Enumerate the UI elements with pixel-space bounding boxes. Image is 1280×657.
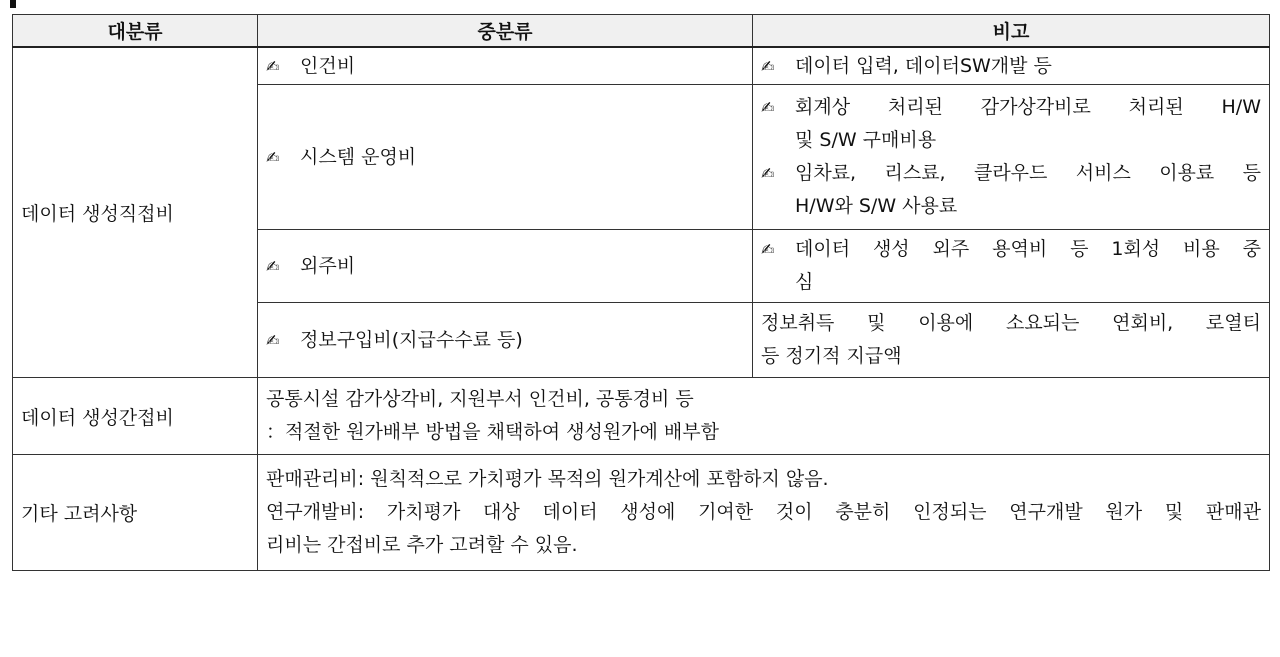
note-labor: ✍ 데이터 입력, 데이터SW개발 등 (753, 47, 1270, 85)
sub-outsource: ✍ 외주비 (258, 230, 753, 303)
hand-icon: ✍ (266, 56, 280, 76)
hand-icon: ✍ (266, 147, 280, 167)
note-purchase: 정보취득 및 이용에 소요되는 연회비, 로열티 등 정기적 지급액 (753, 303, 1270, 378)
hand-icon: ✍ (761, 56, 775, 76)
hand-icon: ✍ (761, 98, 775, 117)
header-middle: 중분류 (258, 15, 753, 48)
hand-icon: ✍ (266, 330, 280, 350)
category-indirect: 데이터 생성간접비 (13, 378, 258, 455)
hand-icon: ✍ (266, 256, 280, 276)
section-marker (10, 0, 16, 8)
note-system: ✍ 회계상 처리된 감가상각비로 처리된 H/W 및 S/W 구매비용 ✍ 임차료, 리스료, 클라우드 서비스 이용료 등 H/W와 S/W 사용료 (753, 85, 1270, 230)
indirect-content: 공통시설 감가상각비, 지원부서 인건비, 공통경비 등 ：적절한 원가배부 방법을 채택하여 생성원가에 배부함 (258, 378, 1270, 455)
header-row (13, 15, 1270, 48)
category-other: 기타 고려사항 (13, 455, 258, 571)
other-content: 판매관리비: 원칙적으로 가치평가 목적의 원가계산에 포함하지 않음. 연구개발비: 가치평가 대상 데이터 생성에 기여한 것이 충분히 인정되는 연구개발 원가 및 판매관 리비는 간접비로 추가 고려할 수 있음. (258, 455, 1270, 571)
header-notes: 비고 (753, 15, 1270, 48)
table-row (13, 455, 1270, 571)
note-outsource: ✍ 데이터 생성 외주 용역비 등 1회성 비용 중 심 (753, 230, 1270, 303)
category-direct: 데이터 생성직접비 (13, 47, 258, 378)
cost-table (12, 14, 1270, 571)
hand-icon: ✍ (761, 240, 775, 259)
sub-system: ✍ 시스템 운영비 (258, 85, 753, 230)
table-row (13, 378, 1270, 455)
header-major: 대분류 (13, 15, 258, 48)
sub-purchase: ✍ 정보구입비(지급수수료 등) (258, 303, 753, 378)
table-row (13, 47, 1270, 85)
sub-labor: ✍ 인건비 (258, 47, 753, 85)
hand-icon: ✍ (761, 164, 775, 183)
